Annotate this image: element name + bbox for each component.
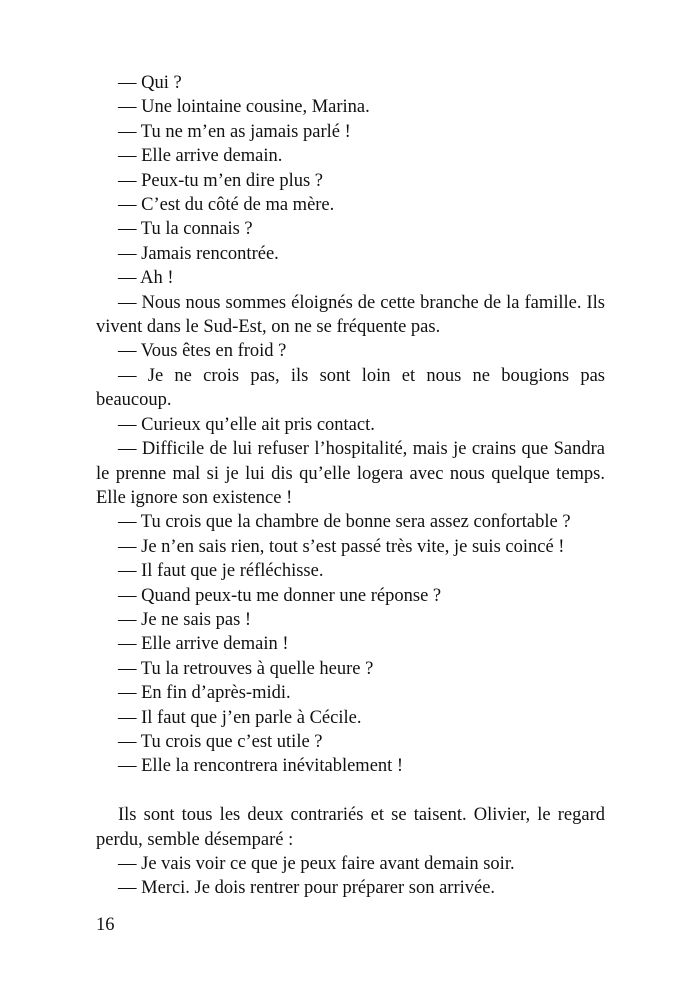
dialogue-line: — Il faut que je réfléchisse. xyxy=(118,561,324,582)
page-number: 16 xyxy=(96,915,115,935)
page-text xyxy=(96,71,605,901)
dialogue-line: — Vous êtes en froid ? xyxy=(118,341,287,362)
dialogue-line: — Nous nous sommes éloignés de cette branche de la famille. Ils vivent dans le Sud-Est, on ne se fréquente pas. xyxy=(96,292,605,338)
dialogue-line: — Je ne crois pas, ils sont loin et nous ne bougions pas beaucoup. xyxy=(96,365,605,411)
dialogue-line: — Il faut que j’en parle à Cécile. xyxy=(118,707,362,728)
dialogue-line: — Tu crois que c’est utile ? xyxy=(118,731,323,752)
narration-paragraph: Ils sont tous les deux contrariés et se taisent. Olivier, le regard perdu, semble désemparé : xyxy=(96,805,605,850)
dialogue-line: — Une lointaine cousine, Marina. xyxy=(118,97,370,118)
dialogue-line: — Ah ! xyxy=(118,268,174,289)
dialogue-line: — Quand peux-tu me donner une réponse ? xyxy=(118,585,442,606)
dialogue-line: — Elle arrive demain ! xyxy=(118,634,289,655)
dialogue-line: — Difficile de lui refuser l’hospitalité, mais je crains que Sandra le prenne mal si je lui dis qu’elle logera avec nous quelque temps. Elle ignore son existence ! xyxy=(96,439,605,508)
dialogue-line: — Jamais rencontrée. xyxy=(118,243,279,264)
dialogue-line: — Tu crois que la chambre de bonne sera assez confortable ? xyxy=(118,512,571,533)
dialogue-line: — Elle la rencontrera inévitablement ! xyxy=(118,756,404,777)
dialogue-line: — Tu ne m’en as jamais parlé ! xyxy=(118,121,351,142)
dialogue-line: — Tu la connais ? xyxy=(118,219,253,240)
dialogue-line: — Tu la retrouves à quelle heure ? xyxy=(118,658,374,679)
dialogue-line: — Elle arrive demain. xyxy=(118,146,283,167)
dialogue-line: — En fin d’après-midi. xyxy=(118,683,291,704)
dialogue-line: — Qui ? xyxy=(118,73,182,93)
dialogue-line: — C’est du côté de ma mère. xyxy=(118,195,335,216)
dialogue-line: — Je n’en sais rien, tout s’est passé très vite, je suis coincé ! xyxy=(118,536,565,557)
dialogue-line: — Merci. Je dois rentrer pour préparer son arrivée. xyxy=(118,878,496,899)
dialogue-line: — Je vais voir ce que je peux faire avant demain soir. xyxy=(118,853,515,874)
dialogue-line: — Peux-tu m’en dire plus ? xyxy=(118,170,323,191)
dialogue-line: — Je ne sais pas ! xyxy=(118,609,252,630)
dialogue-line: — Curieux qu’elle ait pris contact. xyxy=(118,414,375,435)
